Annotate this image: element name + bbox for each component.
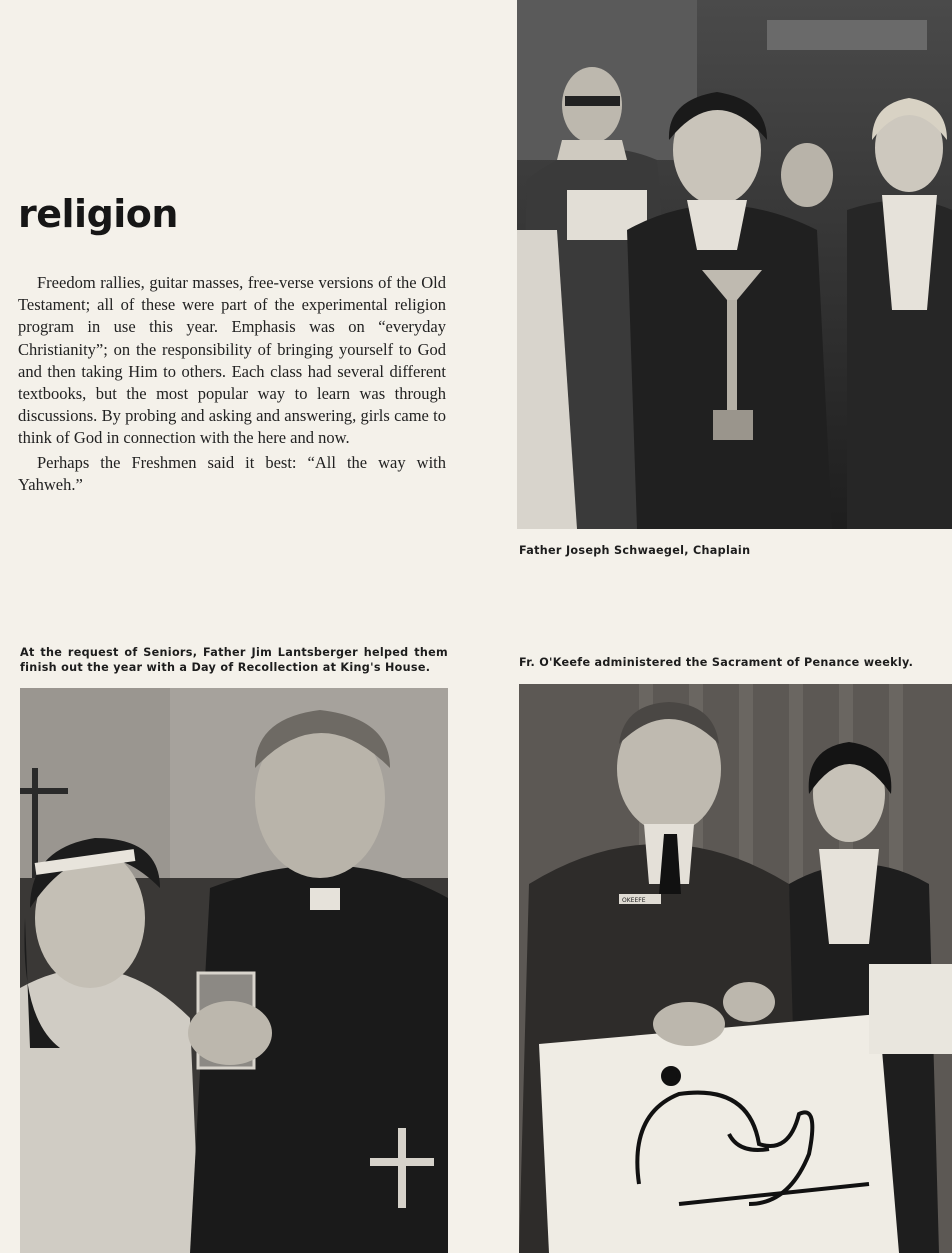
chaplain-caption: Father Joseph Schwaegel, Chaplain	[519, 544, 751, 557]
paragraph: Perhaps the Freshmen said it best: “All the way with Yahweh.”	[18, 452, 446, 494]
penance-photo	[519, 684, 952, 1253]
penance-caption: Fr. O'Keefe administered the Sacrament of Penance weekly.	[519, 656, 914, 669]
recollection-caption: At the request of Seniors, Father Jim Lantsberger helped them finish out the year with a Day of Recollection at King's House.	[20, 646, 448, 674]
paragraph: Freedom rallies, guitar masses, free-verse versions of the Old Testament; all of these were part of the experimental religion program in use this year. Emphasis was on “everyday Christianity”; on the responsibility of bringing yourself to God and then taking Him to others. Each class had several different textbooks, but the most popular way to learn was through discussions. By probing and asking and answering, girls came to think of God in connection with the here and now.	[18, 273, 446, 448]
page-title: religion	[18, 192, 178, 236]
article-body	[18, 272, 446, 496]
recollection-photo	[20, 688, 448, 1253]
name-tag: OKEEFE	[622, 897, 646, 904]
chaplain-photo	[517, 0, 952, 529]
